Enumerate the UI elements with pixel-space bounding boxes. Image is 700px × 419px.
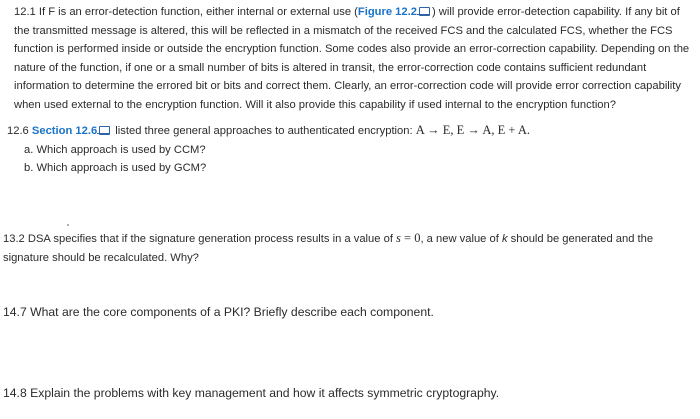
question-12-6 [7,121,687,178]
section-12-6-link[interactable]: Section 12.6 [31,125,98,137]
question-12-6-b: b. Which approach is used by GCM? [24,162,207,175]
question-12-1 [14,3,696,115]
question-12-6-stem [7,121,687,141]
external-link-icon[interactable] [99,126,110,135]
question-12-6-text: listed three general approaches to authenticated encryption: [112,125,416,137]
external-link-icon[interactable] [419,7,430,16]
question-13-2-text-end: should be generated and the signature should be recalculated. Why? [3,233,654,264]
variable-s: s [396,231,401,245]
figure-12-2-link[interactable]: Figure 12.2 [357,6,417,18]
approaches-formula: A → E, E → A, E + A. [415,123,531,137]
question-14-7: 14.7 What are the core components of a PKI? Briefly describe each component. [3,305,434,319]
question-13-2-text-start: 13.2 DSA specifies that if the signature generation process results in a value of [3,233,397,245]
question-13-2-text-mid: , a new value of [420,233,502,245]
question-14-8: 14.8 Explain the problems with key management and how it affects symmetric cryptography. [3,386,500,400]
question-12-6-number: 12.6 [7,125,32,137]
stray-dot [67,224,69,226]
variable-k: k [501,233,508,245]
question-12-1-text-rest: ) will provide error-detection capability. If any bit of the transmitted message is altered, this will be reflected in a mismatch of the received FCS and the calculated FCS, whether the FCS function is performed inside or outside the encryption function. Some codes also provide an error-correction capability. Depending on the nature of the function, if one or a small number of bits is altered in transit, the error-correction code contains sufficient redundant information to determine the errored bit or bits and correct them. Clearly, an error-correction code will provide error correction capability when used external to the encryption function. Will it also provide this capability if used internal to the encryption function? [14,6,690,111]
question-12-6-a: a. Which approach is used by CCM? [24,143,206,156]
question-12-1-text-start: 12.1 If F is an error-detection function, either internal or external use ( [14,6,358,18]
equals-zero: = 0 [400,231,421,245]
question-13-2 [3,229,693,267]
